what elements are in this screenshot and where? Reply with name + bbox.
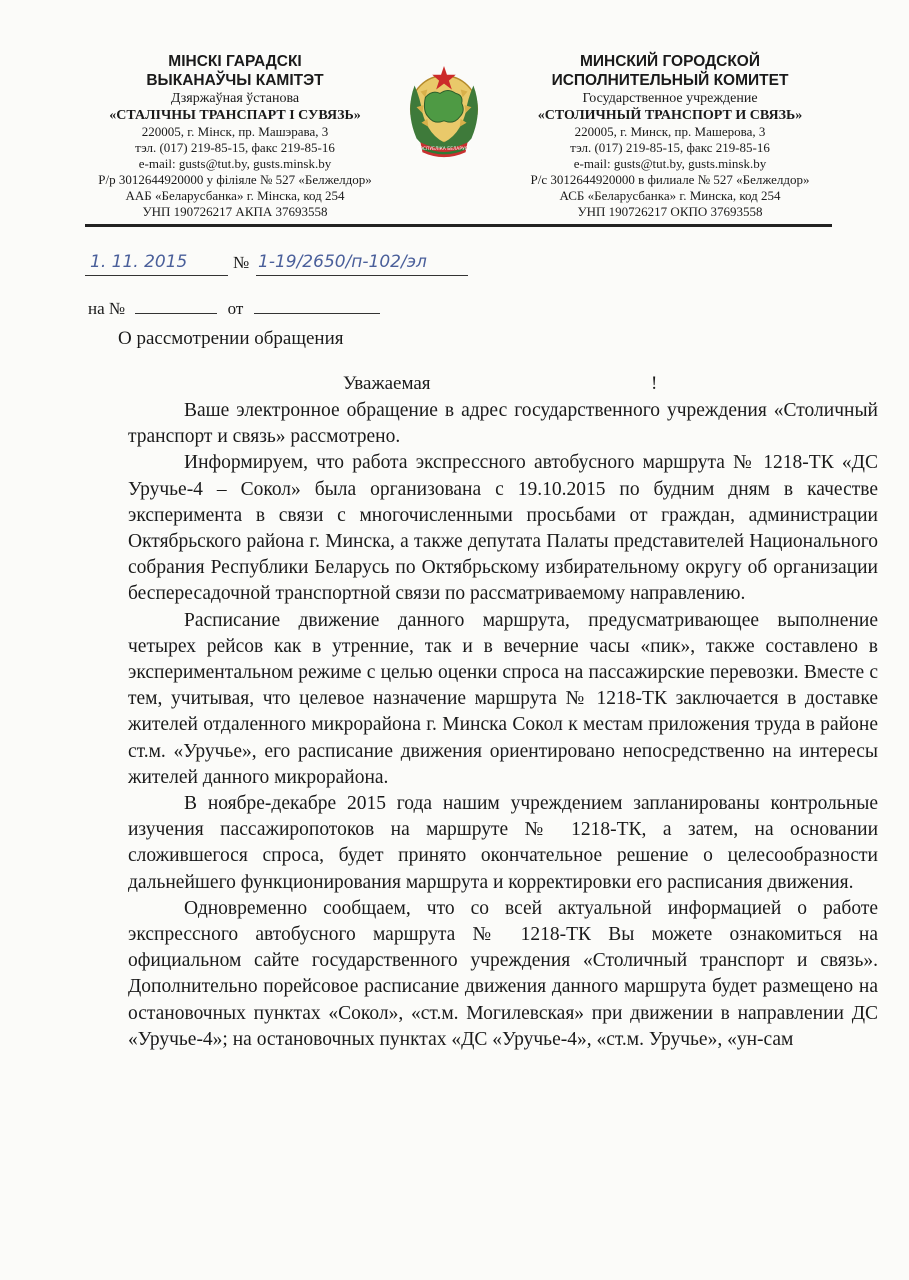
header-right-ids: УНП 190726217 ОКПО 37693558 — [577, 204, 763, 219]
ref-from-label: от — [227, 299, 244, 318]
header-left-phone: тэл. (017) 219-85-15, факс 219-85-16 — [135, 140, 335, 155]
header-left-address: 220005, г. Мінск, пр. Машэрава, 3 — [141, 124, 329, 139]
header-right-account: Р/с 3012644920000 в филиале № 527 «Белжелдор» — [530, 172, 810, 187]
ref-from-blank — [254, 313, 380, 314]
body-paragraph-3: Расписание движение данного маршрута, предусматривающее выполнение четырех рейсов как в утренние, так и в вечерние часы «пик», также составлено в экспериментальном режиме с целью оценки спроса на пассажирские перевозки. Вместе с тем, учитывая, что целевое назначение маршрута № 1218-ТК заключается в доставке жителей отдаленного микрорайона г. Минска Сокол к местам приложения труда в районе ст.м. «Уручье», его расписание движения ориентировано непосредственно на интересы жителей данного микрорайона. — [128, 609, 878, 788]
header-left-account: Р/р 3012644920000 у філіяле № 527 «Белжелдор» — [98, 172, 372, 187]
header-left-email: e-mail: gusts@tut.by, gusts.minsk.by — [138, 156, 332, 171]
header-right-org-name: «СТОЛИЧНЫЙ ТРАНСПОРТ И СВЯЗЬ» — [537, 108, 803, 123]
body-paragraph-4: В ноябре-декабре 2015 года нашим учреждением запланированы контрольные изучения пассажиропотоков на маршруте № 1218-ТК, а затем, на основании сложившегося спроса, будет принято окончательное решение о целесообразности дальнейшего функционирования маршрута и корректировки его расписания движения. — [128, 793, 878, 893]
number-underline — [256, 275, 468, 276]
greeting: Уважаемая — [343, 373, 431, 394]
header-right-type: Государственное учреждение — [582, 91, 758, 106]
number-label: № — [233, 253, 250, 272]
header-right-block — [505, 52, 835, 220]
letter-body — [128, 398, 878, 1053]
header-left-authority-2: ВЫКАНАЎЧЫ КАМІТЭТ — [146, 72, 324, 89]
header-left-org-name: «СТАЛІЧНЫ ТРАНСПАРТ І СУВЯЗЬ» — [109, 108, 361, 123]
header-left-block — [85, 52, 385, 220]
body-paragraph-5: Одновременно сообщаем, что со всей актуальной информацией о работе экспрессного автобусного маршрута № 1218-ТК Вы можете ознакомиться на официальном сайте государственного учреждения «Столичный транспорт и связь». Дополнительно порейсовое расписание движения данного маршрута будет размещено на остановочных пунктах «Сокол», «ст.м. Могилевская» при движении в направлении ДС «Уручье-4»; на остановочных пунктах «ДС «Уручье-4», «ст.м. Уручье», «ун-сам — [128, 897, 878, 1050]
ref-no-label: на № — [88, 299, 126, 318]
header-left-type: Дзяржаўная ўстанова — [170, 91, 300, 106]
header-right-authority-1: МИНСКИЙ ГОРОДСКОЙ — [579, 53, 760, 70]
header-right-authority-2: ИСПОЛНИТЕЛЬНЫЙ КОМИТЕТ — [551, 72, 789, 89]
date-underline — [85, 275, 228, 276]
header-left-bank: ААБ «Беларусбанка» г. Мінска, код 254 — [125, 188, 345, 203]
ref-no-blank — [135, 313, 217, 314]
header-right-email: e-mail: gusts@tut.by, gusts.minsk.by — [573, 156, 767, 171]
outgoing-date: 1. 11. 2015 — [90, 252, 188, 272]
subject-line: О рассмотрении обращения — [118, 328, 344, 349]
header-divider — [85, 224, 832, 227]
body-paragraph-1: Ваше электронное обращение в адрес государственного учреждения «Столичный транспорт и связь» рассмотрено. — [128, 400, 878, 448]
header-right-phone: тэл. (017) 219-85-15, факс 219-85-16 — [570, 140, 770, 155]
header-left-ids: УНП 190726217 АКПА 37693558 — [142, 204, 328, 219]
header-left-authority-1: МІНСКІ ГАРАДСКІ — [168, 53, 302, 70]
outgoing-number: 1-19/2650/п-102/эл — [258, 252, 427, 272]
header-right-address: 220005, г. Минск, пр. Машерова, 3 — [574, 124, 766, 139]
state-emblem-icon — [395, 63, 493, 163]
greeting-end: ! — [651, 373, 658, 394]
body-paragraph-2: Информируем, что работа экспрессного автобусного маршрута № 1218-ТК «ДС Уручье-4 – Сокол» была организована с 19.10.2015 по будним дням в качестве эксперимента в связи с многочисленными просьбами от граждан, администрации Октябрьского района г. Минска, а также депутата Палаты представителей Национального собрания Республики Беларусь по Октябрьскому избирательному округу об организации беспересадочной транспортной связи по рассматриваемому направлению. — [128, 452, 878, 605]
header-right-bank: АСБ «Беларусбанка» г. Минска, код 254 — [559, 188, 781, 203]
reference-line — [88, 299, 380, 319]
emblem-ribbon-text: РЭСПУБЛІКА БЕЛАРУСЬ — [417, 147, 471, 153]
